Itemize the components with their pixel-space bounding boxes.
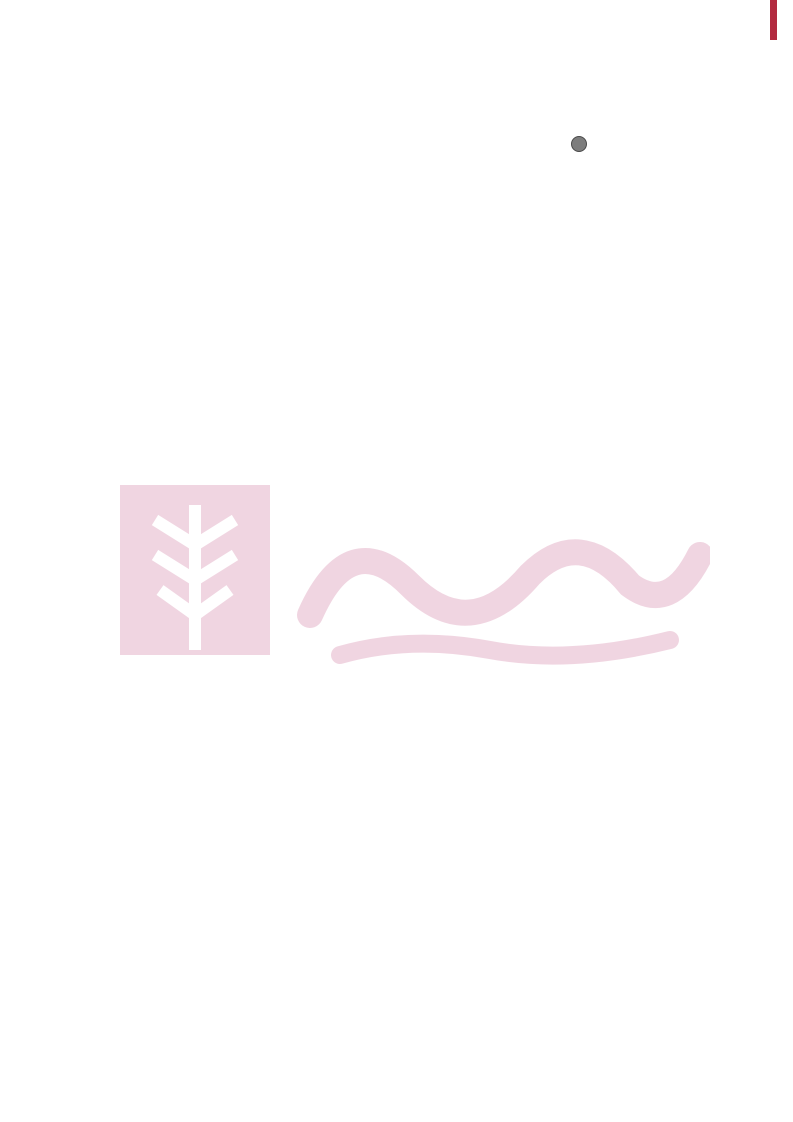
top-color-strip — [770, 0, 777, 40]
article-heading — [95, 161, 717, 189]
section-bullet-icon — [571, 136, 587, 152]
page-header — [95, 95, 717, 127]
toc-page — [95, 95, 717, 1045]
section-heading — [95, 127, 717, 161]
